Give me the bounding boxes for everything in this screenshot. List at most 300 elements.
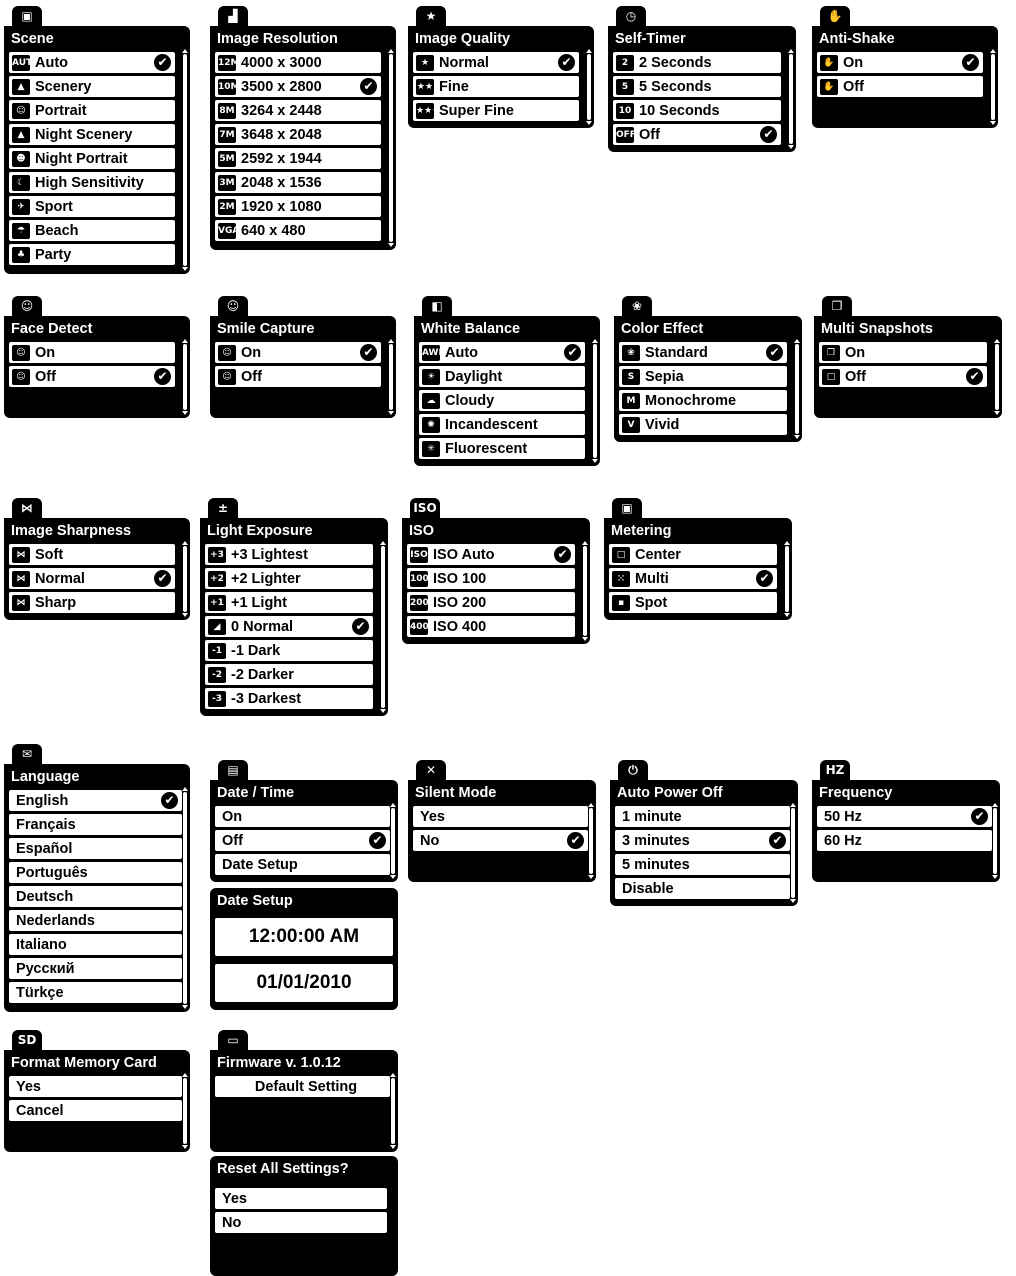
scene-option-icon: ☺ [12, 103, 30, 119]
anti-shake-option-icon: ✋ [820, 55, 838, 71]
date-time-panel [210, 780, 398, 882]
language-option-english[interactable] [9, 790, 182, 811]
frequency-scrollbar[interactable] [993, 808, 997, 874]
metering-option-icon: ▪ [612, 595, 630, 611]
auto-power-off-option-1-minute[interactable] [615, 806, 790, 827]
checkmark-icon: ✔ [962, 54, 979, 71]
option-label: Monochrome [645, 392, 737, 409]
metering-option-multi[interactable] [609, 568, 777, 589]
option-label: Vivid [645, 416, 680, 433]
scene-option-icon: ♣ [12, 247, 30, 263]
option-label: Standard [645, 344, 708, 361]
option-label: Disable [622, 880, 674, 897]
white-balance-tab-icon: ◧ [422, 296, 452, 316]
frequency-panel [812, 780, 1000, 882]
checkmark-icon: ✔ [360, 78, 377, 95]
date-time-option-on[interactable] [215, 806, 390, 827]
date-time-scrollbar[interactable] [391, 808, 395, 874]
image-resolution-option-2592-x-1944[interactable] [215, 148, 381, 169]
scene-option-night-scenery[interactable] [9, 124, 175, 145]
silent-mode-option-yes[interactable] [413, 806, 588, 827]
menu-language [4, 744, 190, 1012]
option-label: Sport [35, 198, 73, 215]
face-detect-panel [4, 316, 190, 418]
image-resolution-scrollbar[interactable] [389, 54, 393, 242]
white-balance-title: White Balance [421, 321, 521, 337]
menu-face-detect [4, 296, 190, 418]
menu-image-sharpness [4, 498, 190, 620]
smile-capture-panel [210, 316, 396, 418]
smile-capture-option-icon: ☺ [218, 345, 236, 361]
silent-mode-option-no[interactable] [413, 830, 588, 851]
iso-option-iso-400[interactable] [407, 616, 575, 637]
self-timer-option-10-seconds[interactable] [613, 100, 781, 121]
color-effect-option-icon: V [622, 417, 640, 433]
image-sharpness-option-sharp[interactable] [9, 592, 175, 613]
light-exposure-option-icon: +3 [208, 547, 226, 563]
option-label: 1920 x 1080 [241, 198, 322, 215]
multi-snapshots-tab-icon: ❐ [822, 296, 852, 316]
language-option-t-rk-e[interactable] [9, 982, 182, 1003]
image-resolution-option-3500-x-2800[interactable] [215, 76, 381, 97]
option-label: Night Scenery [35, 126, 133, 143]
white-balance-scrollbar[interactable] [593, 344, 597, 458]
option-label: Spot [635, 594, 668, 611]
image-sharpness-panel [4, 518, 190, 620]
image-quality-option-icon: ★★★ [416, 103, 434, 119]
image-resolution-panel [210, 26, 396, 250]
image-resolution-tab-icon: ▟ [218, 6, 248, 26]
scene-scrollbar[interactable] [183, 54, 187, 266]
iso-option-icon: ISO [410, 547, 428, 563]
menu-color-effect [614, 296, 802, 442]
iso-option-icon: 200 [410, 595, 428, 611]
option-label: Sharp [35, 594, 77, 611]
option-label: High Sensitivity [35, 174, 144, 191]
reset-title: Reset All Settings? [217, 1161, 349, 1177]
light-exposure-title: Light Exposure [207, 523, 313, 539]
auto-power-off-option-3-minutes[interactable] [615, 830, 790, 851]
option-label: 3264 x 2448 [241, 102, 322, 119]
self-timer-scrollbar[interactable] [789, 54, 793, 144]
anti-shake-title: Anti-Shake [819, 31, 895, 47]
multi-snapshots-panel [814, 316, 1002, 418]
scene-option-sport[interactable] [9, 196, 175, 217]
option-label: On [35, 344, 56, 361]
checkmark-icon: ✔ [161, 792, 178, 809]
option-label: On [845, 344, 866, 361]
scene-option-icon: ▲ [12, 79, 30, 95]
auto-power-off-tab-icon: ⏻ [618, 760, 648, 780]
firmware-option-default-setting[interactable] [215, 1076, 390, 1097]
color-effect-option-vivid[interactable] [619, 414, 787, 435]
auto-power-off-option-5-minutes[interactable] [615, 854, 790, 875]
face-detect-scrollbar[interactable] [183, 344, 187, 410]
menu-date-time [210, 760, 398, 882]
face-detect-option-on[interactable] [9, 342, 175, 363]
option-label: 5 minutes [622, 856, 690, 873]
self-timer-option-off[interactable] [613, 124, 781, 145]
white-balance-option-fluorescent[interactable] [419, 438, 585, 459]
option-label: Normal [35, 570, 85, 587]
iso-scrollbar[interactable] [583, 546, 587, 636]
face-detect-option-off[interactable] [9, 366, 175, 387]
image-quality-title: Image Quality [415, 31, 511, 47]
checkmark-icon: ✔ [766, 344, 783, 361]
option-label: Español [16, 840, 73, 857]
date-setup-panel [210, 888, 398, 1010]
silent-mode-scrollbar[interactable] [589, 808, 593, 874]
option-label: Off [35, 368, 56, 385]
option-label: Auto [35, 54, 69, 71]
option-label: 2 Seconds [639, 54, 712, 71]
scene-option-portrait[interactable] [9, 100, 175, 121]
metering-option-icon: ⁙ [612, 571, 630, 587]
option-label: 60 Hz [824, 832, 862, 849]
light-exposure-option-icon: ◢ [208, 619, 226, 635]
image-sharpness-option-icon: ⋈ [12, 571, 30, 587]
option-label: English [16, 792, 69, 809]
format-memory-card-option-yes[interactable] [9, 1076, 182, 1097]
metering-option-spot[interactable] [609, 592, 777, 613]
option-label: 4000 x 3000 [241, 54, 322, 71]
scene-option-icon: AUTO [12, 55, 30, 71]
language-panel [4, 764, 190, 1012]
language-option-espa-ol[interactable] [9, 838, 182, 859]
face-detect-option-icon: ☺ [12, 345, 30, 361]
language-title: Language [11, 769, 80, 785]
firmware-scrollbar[interactable] [391, 1078, 395, 1144]
option-label: Italiano [16, 936, 67, 953]
self-timer-option-icon: OFF [616, 127, 634, 143]
iso-panel [402, 518, 590, 644]
iso-option-icon: 100 [410, 571, 428, 587]
scene-title: Scene [11, 31, 54, 47]
frequency-option-50-hz[interactable] [817, 806, 992, 827]
iso-tab-icon: ISO [410, 498, 440, 518]
language-option-fran-ais[interactable] [9, 814, 182, 835]
option-label: Beach [35, 222, 79, 239]
language-option-italiano[interactable] [9, 934, 182, 955]
light-exposure-scrollbar[interactable] [381, 546, 385, 708]
option-label: Yes [16, 1078, 41, 1095]
self-timer-option-icon: 2 [616, 55, 634, 71]
color-effect-title: Color Effect [621, 321, 704, 337]
image-quality-scrollbar[interactable] [587, 54, 591, 120]
image-resolution-option-icon: 5M [218, 151, 236, 167]
scene-option-high-sensitivity[interactable] [9, 172, 175, 193]
image-resolution-option-3264-x-2448[interactable] [215, 100, 381, 121]
checkmark-icon: ✔ [769, 832, 786, 849]
option-label: ISO 100 [433, 570, 487, 587]
option-label: Nederlands [16, 912, 95, 929]
multi-snapshots-option-icon: □ [822, 369, 840, 385]
image-resolution-option-icon: VGA [218, 223, 236, 239]
self-timer-title: Self-Timer [615, 31, 686, 47]
date-time-option-date-setup[interactable] [215, 854, 390, 875]
light-exposure-tab-icon: ± [208, 498, 238, 518]
checkmark-icon: ✔ [554, 546, 571, 563]
smile-capture-option-icon: ☺ [218, 369, 236, 385]
option-label: 3 minutes [622, 832, 690, 849]
metering-title: Metering [611, 523, 672, 539]
image-resolution-option-icon: 8M [218, 103, 236, 119]
scene-option-beach[interactable] [9, 220, 175, 241]
silent-mode-tab-icon: ✕ [416, 760, 446, 780]
anti-shake-scrollbar[interactable] [991, 54, 995, 120]
menu-firmware [210, 1030, 398, 1152]
image-quality-option-super-fine[interactable] [413, 100, 579, 121]
multi-snapshots-title: Multi Snapshots [821, 321, 933, 337]
image-quality-option-fine[interactable] [413, 76, 579, 97]
option-label: Off [639, 126, 660, 143]
date-field[interactable]: 01/01/2010 [215, 964, 393, 1002]
option-label: On [222, 808, 243, 825]
option-label: ISO 200 [433, 594, 487, 611]
image-resolution-option-4000-x-3000[interactable] [215, 52, 381, 73]
frequency-tab-icon: HZ [820, 760, 850, 780]
option-label: Cancel [16, 1102, 64, 1119]
checkmark-icon: ✔ [756, 570, 773, 587]
metering-option-center[interactable] [609, 544, 777, 565]
menu-white-balance [414, 296, 600, 466]
scene-option-icon: ☾ [12, 175, 30, 191]
checkmark-icon: ✔ [966, 368, 983, 385]
option-label: Night Portrait [35, 150, 128, 167]
white-balance-option-icon: ✺ [422, 417, 440, 433]
option-label: Cloudy [445, 392, 495, 409]
self-timer-option-5-seconds[interactable] [613, 76, 781, 97]
firmware-title: Firmware v. 1.0.12 [217, 1055, 341, 1071]
white-balance-option-icon: ☀ [422, 369, 440, 385]
light-exposure-option-2-lighter[interactable] [205, 568, 373, 589]
option-label: Français [16, 816, 76, 833]
light-exposure-option-1-light[interactable] [205, 592, 373, 613]
metering-tab-icon: ▣ [612, 498, 642, 518]
checkmark-icon: ✔ [369, 832, 386, 849]
menu-self-timer [608, 6, 796, 152]
iso-option-icon: 400 [410, 619, 428, 635]
option-label: Fluorescent [445, 440, 528, 457]
option-label: 50 Hz [824, 808, 862, 825]
option-label: Off [843, 78, 864, 95]
color-effect-option-monochrome[interactable] [619, 390, 787, 411]
firmware-panel [210, 1050, 398, 1152]
iso-option-iso-200[interactable] [407, 592, 575, 613]
menu-smile-capture [210, 296, 396, 418]
checkmark-icon: ✔ [567, 832, 584, 849]
image-quality-option-normal[interactable] [413, 52, 579, 73]
option-label: Default Setting [254, 1078, 358, 1095]
image-resolution-option-640-x-480[interactable] [215, 220, 381, 241]
scene-option-icon: ☻ [12, 151, 30, 167]
menu-image-quality [408, 6, 594, 128]
silent-mode-panel [408, 780, 596, 882]
white-balance-option-incandescent[interactable] [419, 414, 585, 435]
image-quality-option-icon: ★★ [416, 79, 434, 95]
anti-shake-option-on[interactable] [817, 52, 983, 73]
image-resolution-title: Image Resolution [217, 31, 338, 47]
menu-light-exposure [200, 498, 388, 716]
color-effect-option-standard[interactable] [619, 342, 787, 363]
self-timer-option-icon: 10 [616, 103, 634, 119]
checkmark-icon: ✔ [154, 54, 171, 71]
image-resolution-option-3648-x-2048[interactable] [215, 124, 381, 145]
option-label: Deutsch [16, 888, 74, 905]
light-exposure-option-2-darker[interactable] [205, 664, 373, 685]
image-sharpness-option-icon: ⋈ [12, 595, 30, 611]
image-sharpness-title: Image Sharpness [11, 523, 132, 539]
white-balance-option-auto[interactable] [419, 342, 585, 363]
menu-auto-power-off [610, 760, 798, 906]
option-label: 10 Seconds [639, 102, 720, 119]
option-label: 3648 x 2048 [241, 126, 322, 143]
language-option-portugu-s[interactable] [9, 862, 182, 883]
option-label: Português [16, 864, 88, 881]
white-balance-option-daylight[interactable] [419, 366, 585, 387]
frequency-option-60-hz[interactable] [817, 830, 992, 851]
white-balance-option-cloudy[interactable] [419, 390, 585, 411]
image-sharpness-option-normal[interactable] [9, 568, 175, 589]
image-resolution-option-2048-x-1536[interactable] [215, 172, 381, 193]
light-exposure-option-icon: -3 [208, 691, 226, 707]
option-label: 2048 x 1536 [241, 174, 322, 191]
language-option-[interactable] [9, 958, 182, 979]
checkmark-icon: ✔ [360, 344, 377, 361]
smile-capture-option-off[interactable] [215, 366, 381, 387]
date-time-option-off[interactable] [215, 830, 390, 851]
multi-snapshots-option-off[interactable] [819, 366, 987, 387]
scene-option-icon: ☂ [12, 223, 30, 239]
option-label: ISO Auto [433, 546, 495, 563]
option-label: Türkçe [16, 984, 64, 1001]
option-label: Off [845, 368, 866, 385]
anti-shake-option-icon: ✋ [820, 79, 838, 95]
multi-snapshots-option-on[interactable] [819, 342, 987, 363]
option-label: ISO 400 [433, 618, 487, 635]
option-label: On [241, 344, 262, 361]
light-exposure-option-0-normal[interactable] [205, 616, 373, 637]
option-label: Date Setup [222, 856, 298, 873]
color-effect-option-sepia[interactable] [619, 366, 787, 387]
metering-panel [604, 518, 792, 620]
image-sharpness-scrollbar[interactable] [183, 546, 187, 612]
option-label: No [420, 832, 440, 849]
option-label: -3 Darkest [231, 690, 302, 707]
option-label: Party [35, 246, 72, 263]
image-quality-tab-icon: ★ [416, 6, 446, 26]
image-sharpness-option-soft[interactable] [9, 544, 175, 565]
option-label: On [843, 54, 864, 71]
multi-snapshots-scrollbar[interactable] [995, 344, 999, 410]
image-resolution-option-1920-x-1080[interactable] [215, 196, 381, 217]
format-memory-card-option-cancel[interactable] [9, 1100, 182, 1121]
light-exposure-option-icon: +1 [208, 595, 226, 611]
date-setup-title: Date Setup [217, 893, 293, 909]
color-effect-option-icon: ❀ [622, 345, 640, 361]
checkmark-icon: ✔ [564, 344, 581, 361]
language-option-deutsch[interactable] [9, 886, 182, 907]
self-timer-tab-icon: ◷ [616, 6, 646, 26]
scene-option-auto[interactable] [9, 52, 175, 73]
smile-capture-scrollbar[interactable] [389, 344, 393, 410]
option-label: Off [241, 368, 262, 385]
option-label: 640 x 480 [241, 222, 306, 239]
checkmark-icon: ✔ [154, 368, 171, 385]
option-label: 1 minute [622, 808, 682, 825]
iso-option-iso-100[interactable] [407, 568, 575, 589]
face-detect-title: Face Detect [11, 321, 93, 337]
menu-iso [402, 498, 590, 644]
menu-image-resolution [210, 6, 396, 250]
language-option-nederlands[interactable] [9, 910, 182, 931]
reset-yes-button[interactable]: Yes [215, 1188, 387, 1209]
scene-option-party[interactable] [9, 244, 175, 265]
option-label: Fine [439, 78, 469, 95]
smile-capture-title: Smile Capture [217, 321, 315, 337]
format-memory-card-scrollbar[interactable] [183, 1078, 187, 1144]
date-time-title: Date / Time [217, 785, 295, 801]
anti-shake-tab-icon: ✋ [820, 6, 850, 26]
checkmark-icon: ✔ [352, 618, 369, 635]
option-label: 3500 x 2800 [241, 78, 322, 95]
light-exposure-option-3-lightest[interactable] [205, 544, 373, 565]
time-field[interactable]: 12:00:00 AM [215, 918, 393, 956]
image-sharpness-tab-icon: ⋈ [12, 498, 42, 518]
auto-power-off-scrollbar[interactable] [791, 808, 795, 898]
smile-capture-option-on[interactable] [215, 342, 381, 363]
date-time-tab-icon: ▤ [218, 760, 248, 780]
option-label: -1 Dark [231, 642, 281, 659]
reset-panel [210, 1156, 398, 1276]
anti-shake-option-off[interactable] [817, 76, 983, 97]
self-timer-option-2-seconds[interactable] [613, 52, 781, 73]
auto-power-off-panel [610, 780, 798, 906]
option-label: Soft [35, 546, 64, 563]
option-label: Scenery [35, 78, 92, 95]
color-effect-scrollbar[interactable] [795, 344, 799, 434]
anti-shake-panel [812, 26, 998, 128]
format-memory-card-panel [4, 1050, 190, 1152]
option-label: 2592 x 1944 [241, 150, 322, 167]
image-resolution-option-icon: 12M [218, 55, 236, 71]
metering-scrollbar[interactable] [785, 546, 789, 612]
checkmark-icon: ✔ [971, 808, 988, 825]
scene-tab-icon: ▣ [12, 6, 42, 26]
menu-metering [604, 498, 792, 620]
iso-option-iso-auto[interactable] [407, 544, 575, 565]
light-exposure-option-3-darkest[interactable] [205, 688, 373, 709]
scene-option-scenery[interactable] [9, 76, 175, 97]
light-exposure-panel [200, 518, 388, 716]
checkmark-icon: ✔ [558, 54, 575, 71]
self-timer-option-icon: 5 [616, 79, 634, 95]
firmware-tab-icon: ▭ [218, 1030, 248, 1050]
frequency-title: Frequency [819, 785, 893, 801]
white-balance-option-icon: ☁ [422, 393, 440, 409]
self-timer-panel [608, 26, 796, 152]
option-label: 5 Seconds [639, 78, 712, 95]
light-exposure-option-1-dark[interactable] [205, 640, 373, 661]
image-sharpness-option-icon: ⋈ [12, 547, 30, 563]
image-resolution-option-icon: 2M [218, 199, 236, 215]
image-quality-panel [408, 26, 594, 128]
reset-no-button[interactable]: No [215, 1212, 387, 1233]
scene-option-night-portrait[interactable] [9, 148, 175, 169]
language-scrollbar[interactable] [183, 792, 187, 1004]
auto-power-off-option-disable[interactable] [615, 878, 790, 899]
format-memory-card-tab-icon: SD [12, 1030, 42, 1050]
